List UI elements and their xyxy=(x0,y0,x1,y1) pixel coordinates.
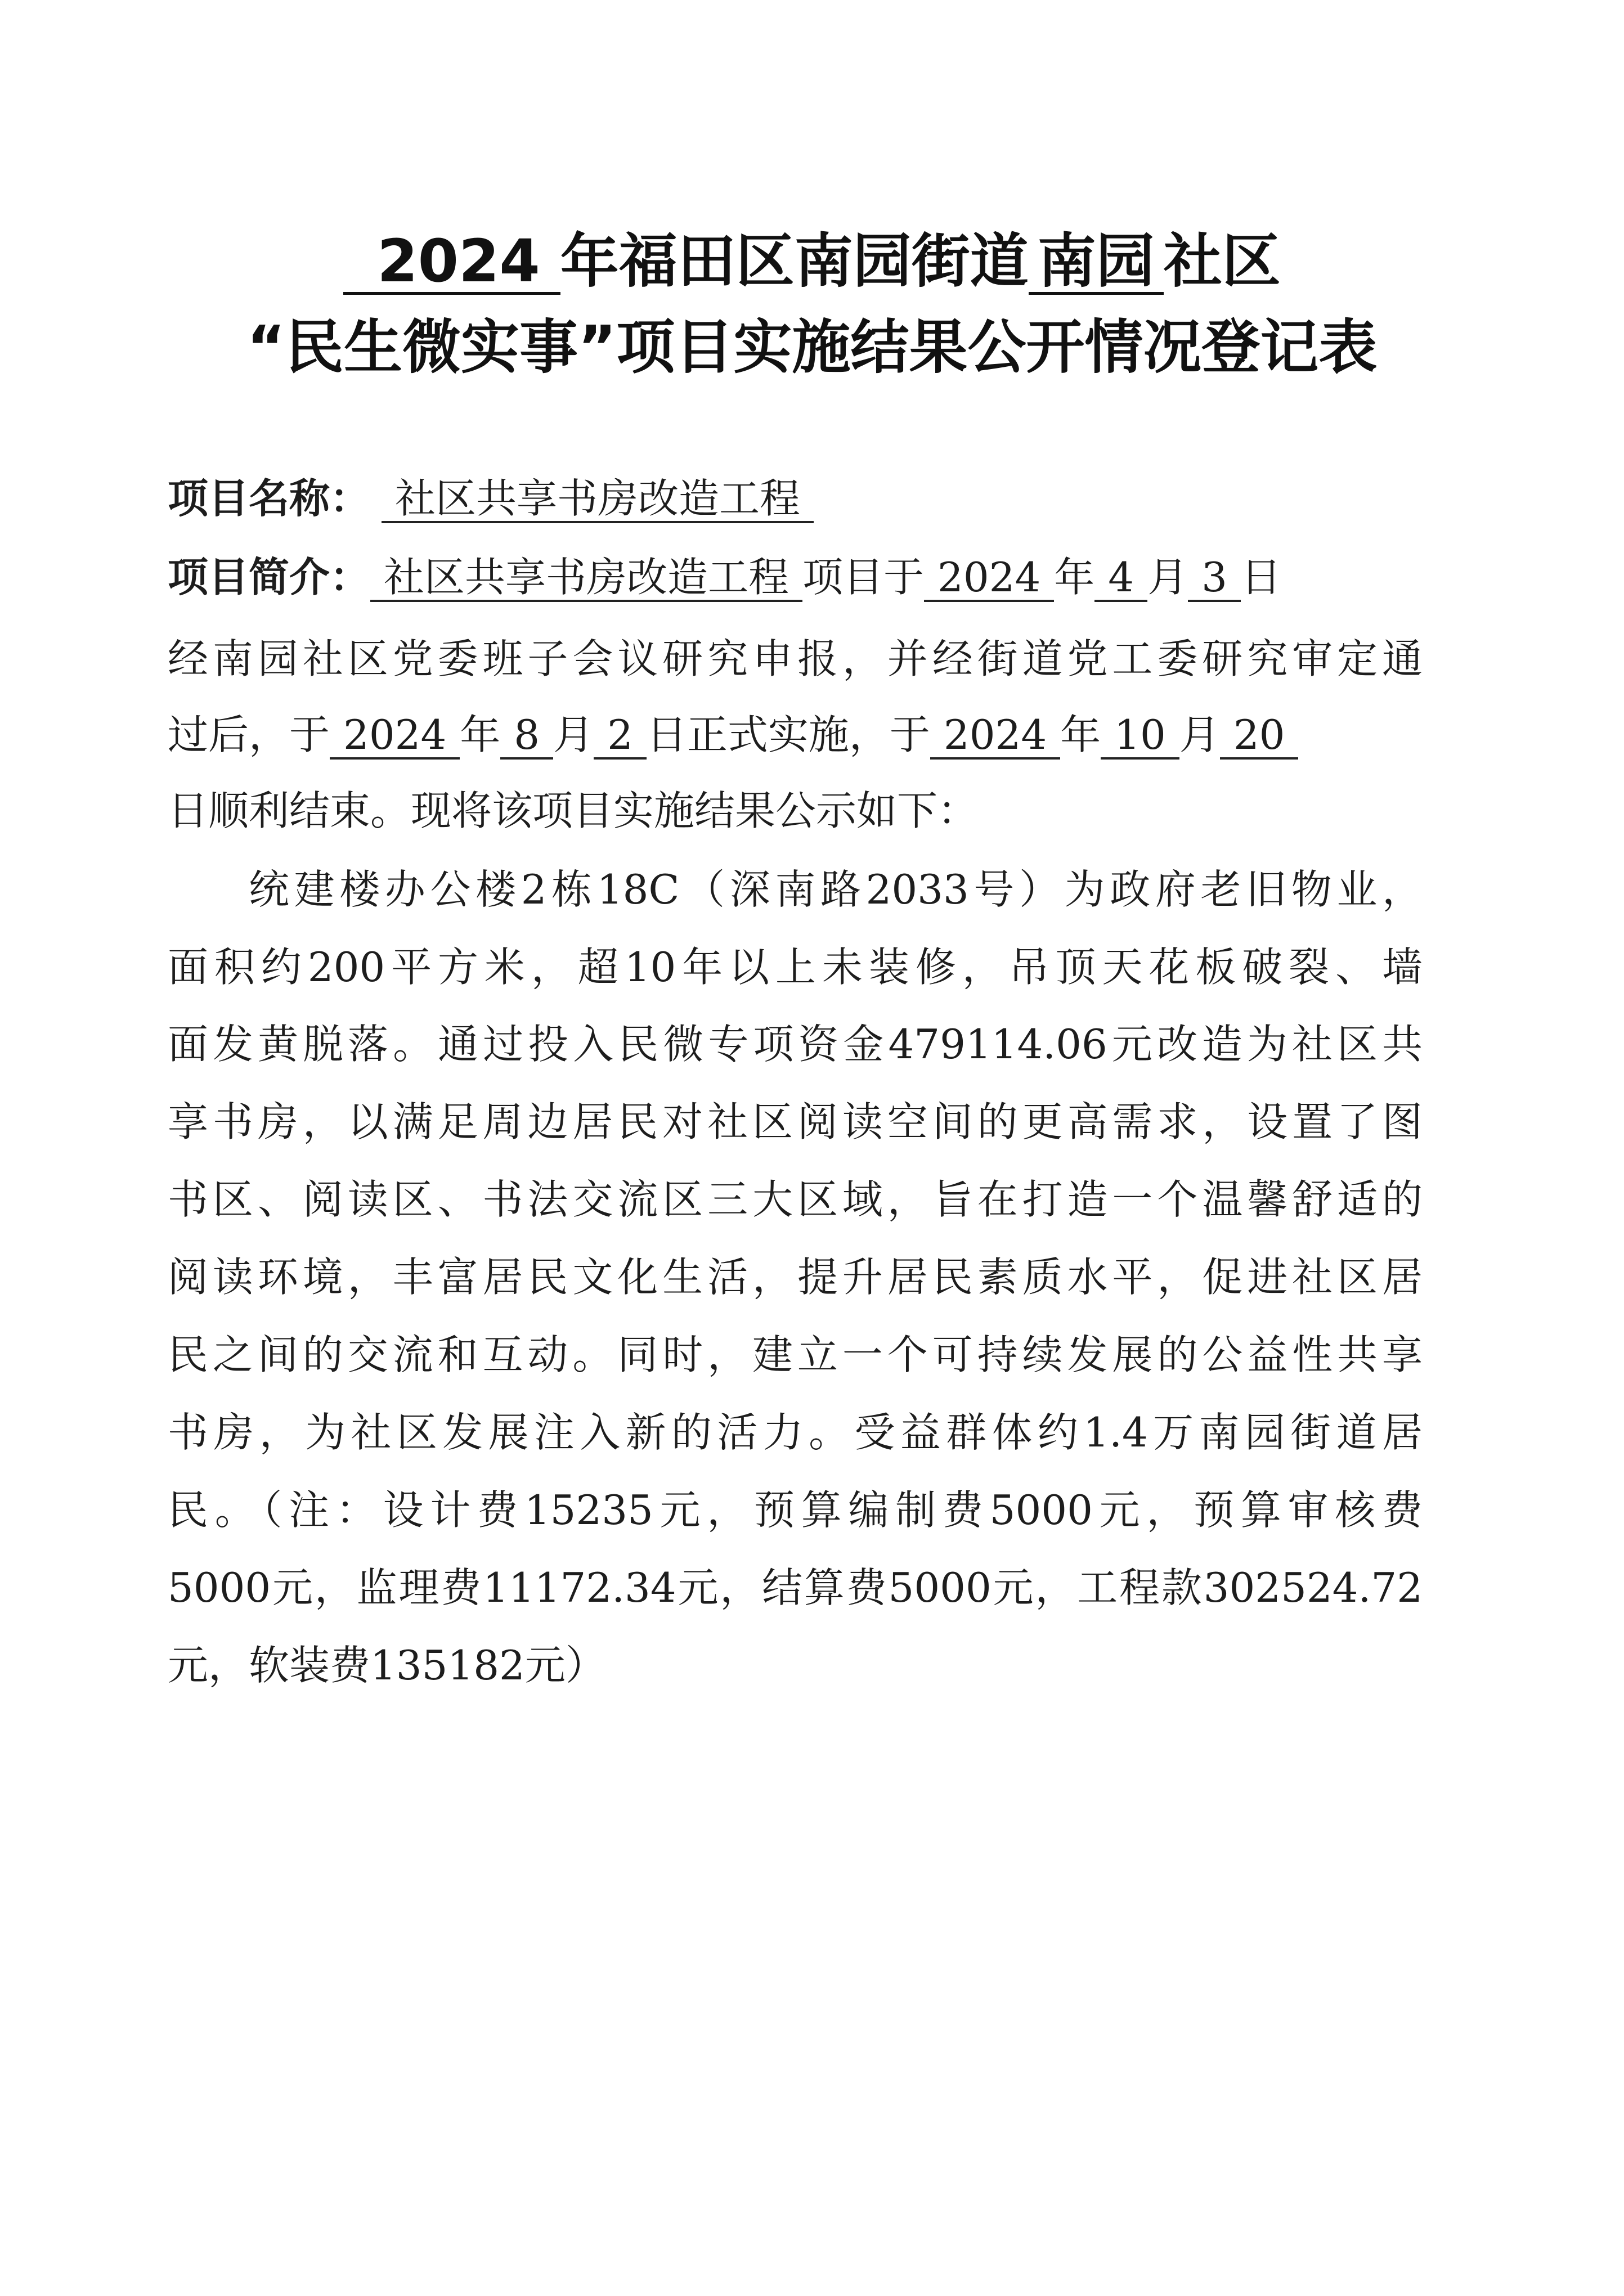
intro-text: 日正式实施，于 xyxy=(646,711,930,758)
end-year: 2024 xyxy=(930,715,1060,760)
body-line: 民。（注：设计费15235元，预算编制费5000元，预算审核费 xyxy=(168,1486,1423,1534)
project-intro-label: 项目简介： xyxy=(168,554,371,601)
intro-line-4: 日顺利结束。现将该项目实施结果公示如下： xyxy=(168,787,979,834)
body-line: 统建楼办公楼2栋18C（深南路2033号）为政府老旧物业， xyxy=(249,866,1423,913)
title-community-blank: 南园 xyxy=(1029,231,1164,295)
year-unit: 年 xyxy=(1054,554,1095,601)
body-line: 书房，为社区发展注入新的活力。受益群体约1.4万南园街道居 xyxy=(168,1409,1423,1456)
document-title-line2: “民生微实事”项目实施结果公开情况登记表 xyxy=(246,313,1378,381)
body-line: 面发黄脱落。通过投入民微专项资金479114.06元改造为社区共 xyxy=(168,1021,1423,1068)
body-line: 5000元，监理费11172.34元，结算费5000元，工程款302524.72 xyxy=(168,1564,1423,1611)
project-name-row xyxy=(168,475,1423,523)
body-line: 面积约200平方米，超10年以上未装修，吊顶天花板破裂、墙 xyxy=(168,943,1423,991)
intro-text: 项目于 xyxy=(802,554,925,601)
year-unit: 年 xyxy=(1060,711,1101,758)
start-day: 2 xyxy=(594,715,647,760)
body-line: 元，软装费135182元） xyxy=(168,1642,606,1689)
body-line: 阅读环境，丰富居民文化生活，提升居民素质水平，促进社区居 xyxy=(168,1253,1423,1301)
year-unit: 年 xyxy=(460,711,501,758)
month-unit: 月 xyxy=(553,711,594,758)
project-intro-row xyxy=(168,554,1423,602)
project-name-label: 项目名称： xyxy=(168,475,371,522)
apply-year: 2024 xyxy=(924,557,1054,602)
project-name-value: 社区共享书房改造工程 xyxy=(382,478,814,523)
end-month: 10 xyxy=(1101,715,1179,760)
title-street-text: 年福田区南园街道 xyxy=(560,227,1029,295)
day-unit: 日 xyxy=(1240,554,1281,601)
title-year-blank: 2024 xyxy=(343,231,560,295)
intro-line-2: 经南园社区党委班子会议研究申报，并经街道党工委研究审定通 xyxy=(168,635,1423,682)
start-year: 2024 xyxy=(330,715,460,760)
end-day: 20 xyxy=(1220,715,1299,760)
body-line: 享书房，以满足周边居民对社区阅读空间的更高需求，设置了图 xyxy=(168,1098,1423,1145)
body-line: 书区、阅读区、书法交流区三大区域，旨在打造一个温馨舒适的 xyxy=(168,1176,1423,1223)
month-unit: 月 xyxy=(1179,711,1220,758)
title-community-suffix: 社区 xyxy=(1163,227,1281,295)
document-title-line1 xyxy=(0,227,1624,295)
intro-text: 过后，于 xyxy=(168,711,330,758)
apply-day: 3 xyxy=(1188,557,1241,602)
body-line: 民之间的交流和互动。同时，建立一个可持续发展的公益性共享 xyxy=(168,1331,1423,1378)
start-month: 8 xyxy=(500,715,553,760)
intro-line-3 xyxy=(168,711,1423,760)
apply-month: 4 xyxy=(1094,557,1147,602)
project-intro-name: 社区共享书房改造工程 xyxy=(370,557,802,602)
month-unit: 月 xyxy=(1147,554,1188,601)
